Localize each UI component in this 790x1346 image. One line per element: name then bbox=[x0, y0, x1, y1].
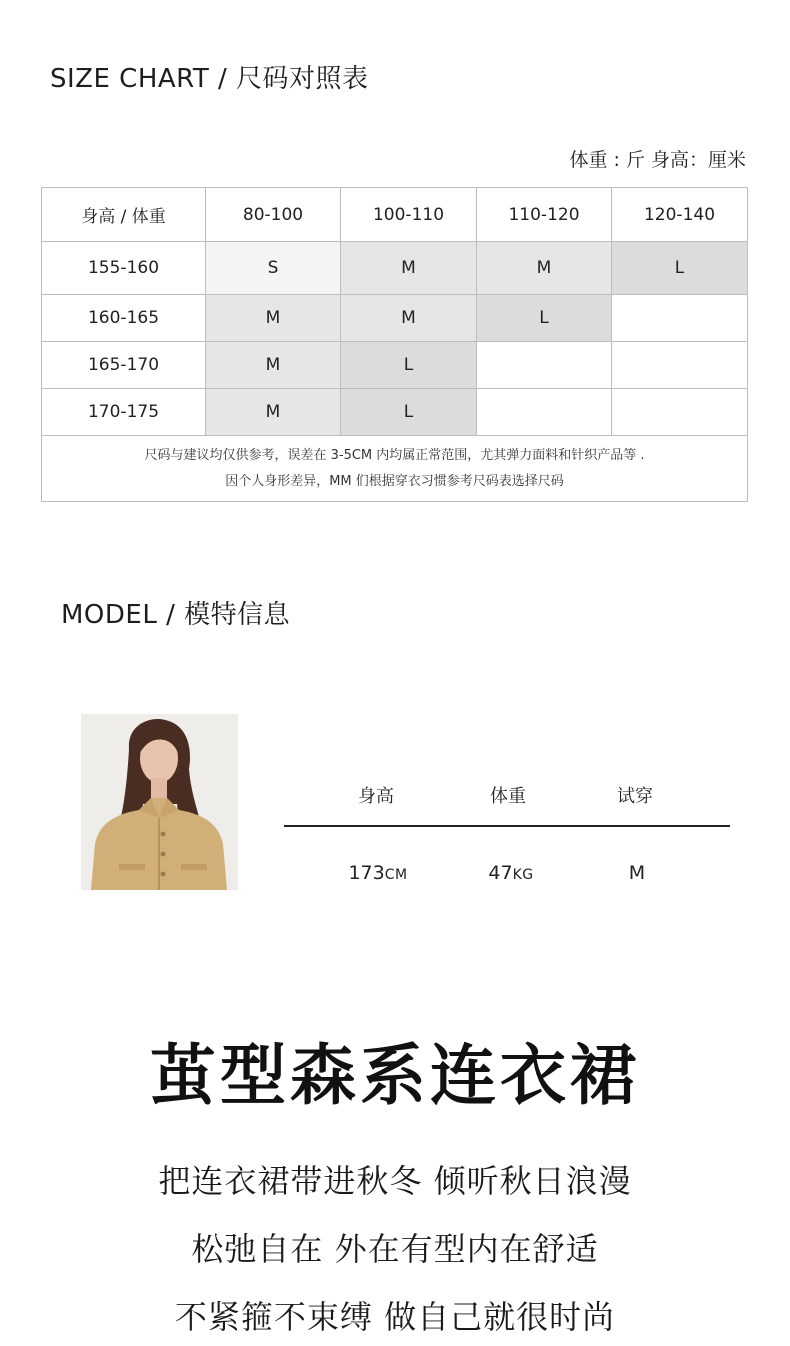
size-cell bbox=[612, 342, 748, 389]
tagline-3: 不紧箍不束缚 做自己就很时尚 bbox=[174, 1298, 616, 1336]
table-row bbox=[42, 389, 748, 436]
height-cell: 170-175 bbox=[42, 389, 206, 436]
size-note bbox=[42, 436, 748, 502]
size-cell: M bbox=[477, 242, 612, 295]
size-cell: L bbox=[477, 295, 612, 342]
header-cell: 身高 / 体重 bbox=[42, 188, 206, 242]
size-cell bbox=[477, 342, 612, 389]
size-cell: S bbox=[206, 242, 341, 295]
header-cell: 80-100 bbox=[206, 188, 341, 242]
height-cell: 155-160 bbox=[42, 242, 206, 295]
model-size-label: 试穿 bbox=[617, 786, 653, 807]
product-title: 茧型森系连衣裙 bbox=[150, 1037, 640, 1114]
size-cell: M bbox=[206, 295, 341, 342]
size-cell: L bbox=[612, 242, 748, 295]
unit-note: 体重 : 斤 身高：厘米 bbox=[569, 149, 746, 171]
weight-unit: KG bbox=[512, 867, 534, 883]
header-cell: 110-120 bbox=[477, 188, 612, 242]
table-header-row bbox=[42, 188, 748, 242]
model-divider bbox=[284, 825, 730, 827]
model-height-label: 身高 bbox=[358, 786, 394, 807]
size-note-line: 尺码与建议均仅供参考，误差在 3-5CM 内均属正常范围，尤其弹力面料和针织产品等 . bbox=[144, 447, 645, 463]
size-cell: L bbox=[341, 389, 477, 436]
table-row bbox=[42, 242, 748, 295]
tagline-1: 把连衣裙带进秋冬 倾听秋日浪漫 bbox=[158, 1162, 632, 1200]
table-row bbox=[42, 295, 748, 342]
model-height-value bbox=[318, 862, 438, 884]
table-row bbox=[42, 342, 748, 389]
size-cell: L bbox=[341, 342, 477, 389]
weight-number: 47 bbox=[488, 862, 513, 884]
size-cell: M bbox=[341, 295, 477, 342]
model-weight-label: 体重 bbox=[490, 786, 526, 807]
model-photo bbox=[81, 714, 238, 890]
header-cell: 100-110 bbox=[341, 188, 477, 242]
size-cell bbox=[612, 295, 748, 342]
size-chart-table bbox=[41, 187, 748, 502]
size-cell bbox=[612, 389, 748, 436]
tagline-2: 松弛自在 外在有型内在舒适 bbox=[191, 1230, 599, 1268]
size-note-line: 因个人身形差异，MM 们根据穿衣习惯参考尺码表选择尺码 bbox=[225, 473, 564, 489]
height-unit: CM bbox=[384, 867, 408, 883]
table-note-row bbox=[42, 436, 748, 502]
model-size-value: M bbox=[628, 862, 646, 884]
size-cell: M bbox=[206, 389, 341, 436]
size-chart-title: SIZE CHART / 尺码对照表 bbox=[50, 64, 369, 94]
size-cell: M bbox=[206, 342, 341, 389]
model-weight-value bbox=[451, 862, 571, 884]
height-cell: 165-170 bbox=[42, 342, 206, 389]
size-cell bbox=[477, 389, 612, 436]
model-info-title: MODEL / 模特信息 bbox=[61, 600, 291, 630]
size-cell: M bbox=[341, 242, 477, 295]
model-portrait-icon bbox=[81, 714, 238, 890]
header-cell: 120-140 bbox=[612, 188, 748, 242]
height-number: 173 bbox=[348, 862, 385, 884]
height-cell: 160-165 bbox=[42, 295, 206, 342]
